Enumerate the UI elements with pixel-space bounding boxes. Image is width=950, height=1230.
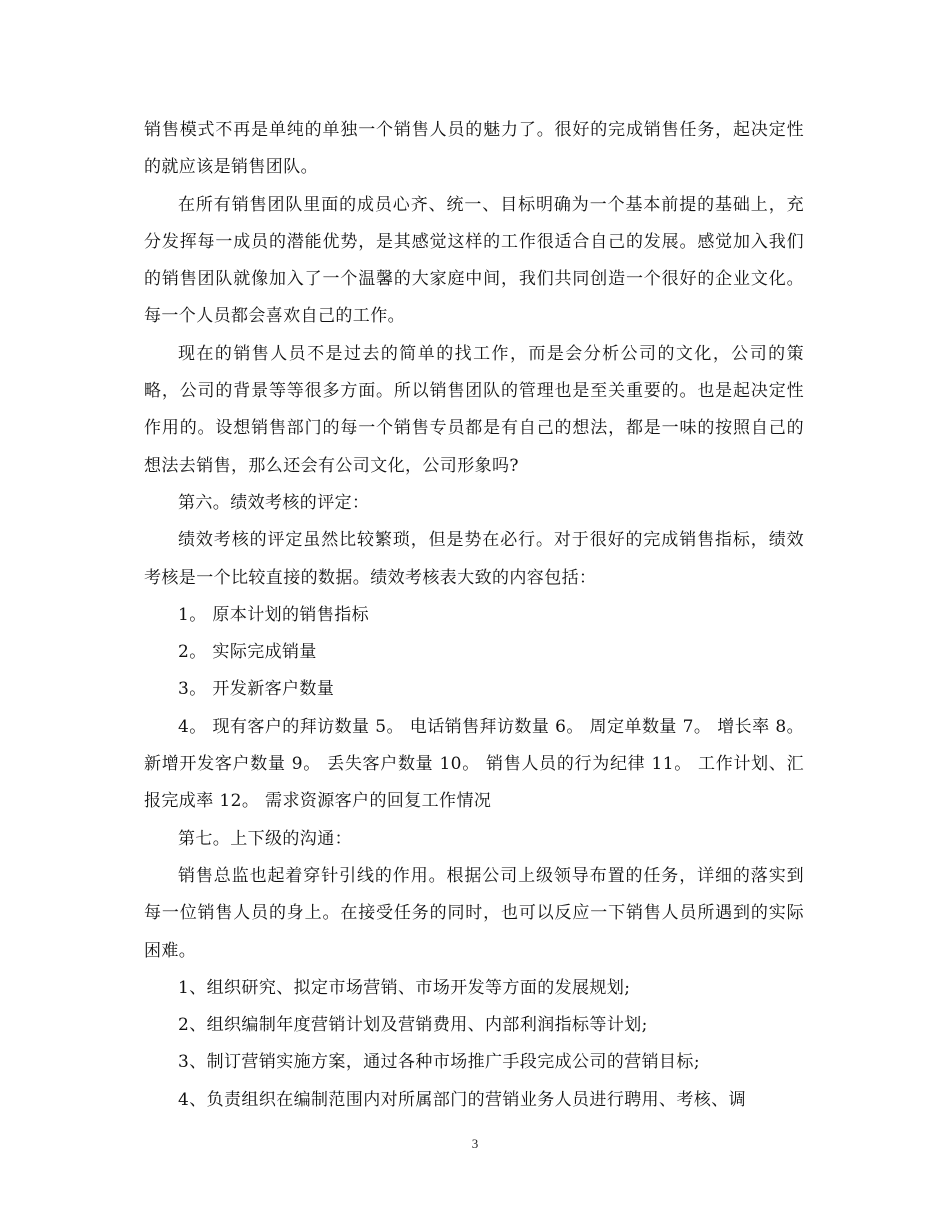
paragraph-sales-staff: 现在的销售人员不是过去的简单的找工作，而是会分析公司的文化，公司的策略，公司的背景等等很多方面。所以销售团队的管理也是至关重要的。也是起决定性作用的。设想销售部门的每一个销售专员都是有自己的想法，都是一味的按照自己的想法去销售，那么还会有公司文化，公司形象吗? — [144, 343, 804, 476]
list-item-2: 2。 实际完成销量 — [178, 642, 317, 663]
page-number: 3 — [471, 1136, 479, 1151]
duty-item-4: 4、负责组织在编制范围内对所属部门的营销业务人员进行聘用、考核、调 — [178, 1089, 747, 1110]
paragraph-sales-model: 销售模式不再是单纯的单独一个销售人员的魅力了。很好的完成销售任务，起决定性的就应该是销售团队。 — [144, 120, 804, 178]
list-item-3: 3。 开发新客户数量 — [178, 679, 335, 700]
document-body — [144, 112, 804, 1119]
list-item-4-to-12: 4。 现有客户的拜访数量 5。 电话销售拜访数量 6。 周定单数量 7。 增长率 8。 新增开发客户数量 9。 丢失客户数量 10。 销售人员的行为纪律 11。 工作计划、汇报完成率 12。 需求资源客户的回复工作情况 — [144, 716, 804, 812]
paragraph-performance-review: 绩效考核的评定虽然比较繁琐，但是势在必行。对于很好的完成销售指标，绩效考核是一个比较直接的数据。绩效考核表大致的内容包括： — [144, 530, 804, 588]
paragraph-team-cohesion: 在所有销售团队里面的成员心齐、统一、目标明确为一个基本前提的基础上，充分发挥每一成员的潜能优势，是其感觉这样的工作很适合自己的发展。感觉加入我们的销售团队就像加入了一个温馨的大家庭中间，我们共同创造一个很好的企业文化。每一个人员都会喜欢自己的工作。 — [144, 194, 804, 327]
heading-performance-review: 第六。绩效考核的评定： — [178, 492, 370, 513]
duty-item-3: 3、制订营销实施方案，通过各种市场推广手段完成公司的营销目标; — [178, 1052, 700, 1073]
list-item-1: 1。 原本计划的销售指标 — [178, 604, 370, 625]
duty-item-2: 2、组织编制年度营销计划及营销费用、内部利润指标等计划; — [178, 1015, 648, 1036]
paragraph-sales-director: 销售总监也起着穿针引线的作用。根据公司上级领导布置的任务，详细的落实到每一位销售人员的身上。在接受任务的同时，也可以反应一下销售人员所遇到的实际困难。 — [144, 865, 804, 961]
duty-item-1: 1、组织研究、拟定市场营销、市场开发等方面的发展规划; — [178, 977, 631, 998]
heading-communication: 第七。上下级的沟通： — [178, 828, 352, 849]
